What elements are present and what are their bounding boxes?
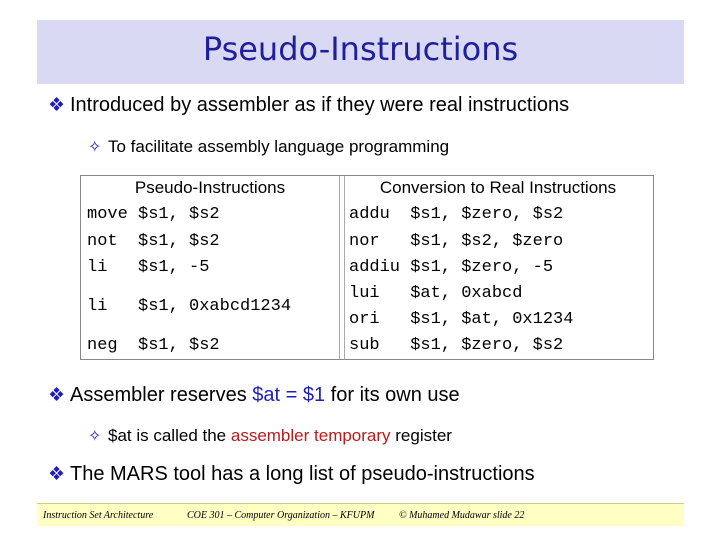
pseudo-row: li $s1, 0xabcd1234	[87, 297, 292, 316]
real-row: lui $at, 0xabcd	[349, 284, 523, 303]
bullet-2	[48, 384, 460, 407]
real-row: addu $s1, $zero, $s2	[349, 205, 564, 224]
pseudo-column	[81, 176, 339, 359]
real-column	[343, 176, 653, 359]
slide-title: Pseudo-Instructions	[202, 30, 519, 68]
footer-center: COE 301 – Computer Organization – KFUPM	[187, 510, 375, 521]
bullet-2-post: for its own use	[325, 384, 460, 406]
bullet-3	[48, 463, 535, 486]
pseudo-row: li $s1, -5	[87, 258, 210, 277]
sub-bullet-1	[88, 137, 449, 157]
diamond-bullet-icon: ❖	[48, 385, 66, 406]
title-bar	[37, 20, 684, 84]
highlight-assembler: assembler	[230, 426, 310, 445]
pseudo-row: not $s1, $s2	[87, 231, 220, 251]
bullet-1-text: Introduced by assembler as if they were real instructions	[70, 94, 570, 116]
star-bullet-icon: ✧	[88, 139, 102, 156]
pseudo-row: move $s1, $s2	[87, 205, 220, 224]
star-bullet-icon: ✧	[88, 428, 102, 445]
real-row: addiu $s1, $zero, -5	[349, 258, 554, 277]
reserved-register: $at = $1	[252, 384, 326, 406]
sub-bullet-2	[88, 426, 452, 446]
footer	[37, 503, 684, 526]
footer-right: © Muhamed Mudawar slide 22	[399, 510, 525, 521]
real-header: Conversion to Real Instructions	[379, 178, 617, 197]
sub-bullet-2-text	[108, 426, 452, 446]
real-row: nor $s1, $s2, $zero	[349, 231, 564, 251]
pseudo-instruction-table	[80, 175, 654, 360]
bullet-3-text: The MARS tool has a long list of pseudo-instructions	[70, 463, 535, 485]
sub-bullet-2-post: register	[390, 426, 452, 445]
bullet-2-pre: Assembler reserves	[70, 384, 253, 406]
diamond-bullet-icon: ❖	[48, 464, 66, 485]
real-row: ori $s1, $at, 0x1234	[349, 310, 574, 329]
highlight-temporary: temporary	[314, 426, 391, 445]
pseudo-header: Pseudo-Instructions	[134, 178, 286, 197]
bullet-2-text	[70, 384, 460, 407]
sub-bullet-2-pre: $at is called the	[108, 426, 231, 445]
bullet-1	[48, 94, 569, 117]
diamond-bullet-icon: ❖	[48, 95, 66, 116]
pseudo-row: neg $s1, $s2	[87, 336, 220, 355]
sub-bullet-1-text: To facilitate assembly language programming	[108, 137, 450, 156]
footer-left: Instruction Set Architecture	[43, 510, 154, 521]
real-row: sub $s1, $zero, $s2	[349, 336, 564, 355]
